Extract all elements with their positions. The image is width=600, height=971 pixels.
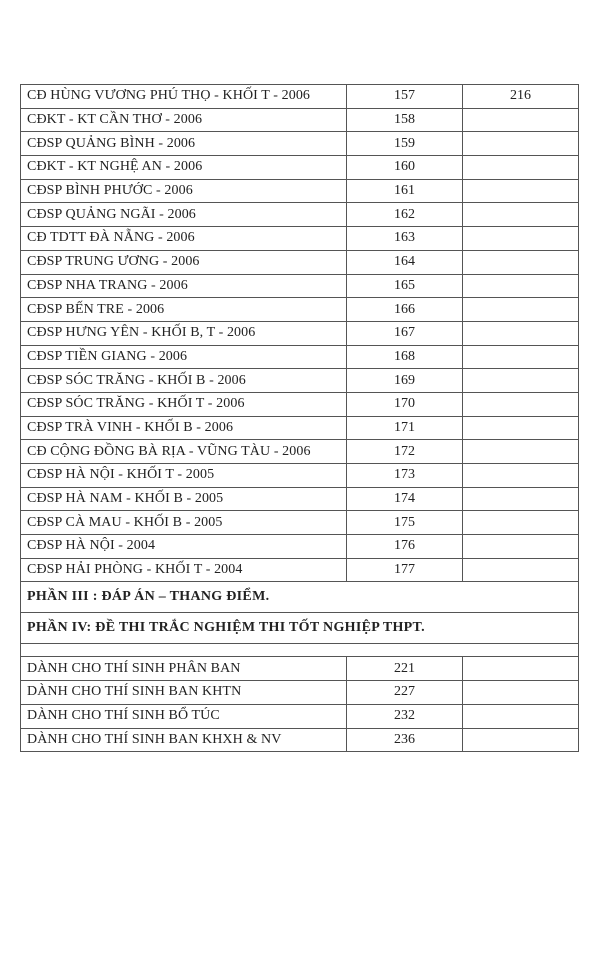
entry-page-number: 174: [347, 487, 463, 511]
entry-title: CĐ TDTT ĐÀ NẴNG - 2006: [21, 227, 347, 251]
entry-answer-page: [463, 250, 579, 274]
entry-answer-page: [463, 728, 579, 752]
entry-page-number: 173: [347, 464, 463, 488]
entry-title: CĐ CỘNG ĐỒNG BÀ RỊA - VŨNG TÀU - 2006: [21, 440, 347, 464]
table-row: [21, 369, 579, 393]
table-row: [21, 728, 579, 752]
entry-title: CĐSP CÀ MAU - KHỐI B - 2005: [21, 511, 347, 535]
entry-page-number: 176: [347, 535, 463, 559]
entry-answer-page: [463, 298, 579, 322]
entry-title: CĐSP BÌNH PHƯỚC - 2006: [21, 179, 347, 203]
entry-title: CĐSP HÀ NỘI - KHỐI T - 2005: [21, 464, 347, 488]
entry-answer-page: [463, 321, 579, 345]
entry-answer-page: [463, 274, 579, 298]
entry-answer-page: [463, 416, 579, 440]
entry-page-number: 221: [347, 657, 463, 681]
entry-answer-page: [463, 511, 579, 535]
entry-title: CĐSP NHA TRANG - 2006: [21, 274, 347, 298]
table-row: [21, 132, 579, 156]
entry-answer-page: [463, 464, 579, 488]
entry-title: DÀNH CHO THÍ SINH PHÂN BAN: [21, 657, 347, 681]
table-row: [21, 345, 579, 369]
table-row: [21, 558, 579, 582]
table-row: [21, 416, 579, 440]
entry-title: CĐSP QUẢNG NGÃI - 2006: [21, 203, 347, 227]
table-row: [21, 108, 579, 132]
entry-title: DÀNH CHO THÍ SINH BỔ TÚC: [21, 704, 347, 728]
table-of-contents: [20, 84, 579, 752]
entry-title: CĐSP QUẢNG BÌNH - 2006: [21, 132, 347, 156]
entry-title: CĐKT - KT NGHỆ AN - 2006: [21, 156, 347, 180]
entry-answer-page: [463, 440, 579, 464]
entry-page-number: 236: [347, 728, 463, 752]
entry-answer-page: [463, 132, 579, 156]
table-row: [21, 250, 579, 274]
entry-title: CĐSP TRUNG ƯƠNG - 2006: [21, 250, 347, 274]
entry-title: CĐSP SÓC TRĂNG - KHỐI T - 2006: [21, 392, 347, 416]
spacer-row: [21, 644, 579, 657]
table-row: [21, 704, 579, 728]
table-row: [21, 203, 579, 227]
table-row: [21, 298, 579, 322]
table-row: [21, 657, 579, 681]
entry-answer-page: [463, 558, 579, 582]
table-row: [21, 487, 579, 511]
entry-page-number: 165: [347, 274, 463, 298]
entry-page-number: 158: [347, 108, 463, 132]
entry-answer-page: 216: [463, 85, 579, 109]
table-row: [21, 321, 579, 345]
entry-page-number: 170: [347, 392, 463, 416]
entry-answer-page: [463, 345, 579, 369]
entry-answer-page: [463, 369, 579, 393]
table-row: [21, 511, 579, 535]
entry-title: CĐSP SÓC TRĂNG - KHỐI B - 2006: [21, 369, 347, 393]
entry-title: CĐSP BẾN TRE - 2006: [21, 298, 347, 322]
table-row: [21, 156, 579, 180]
entry-page-number: 172: [347, 440, 463, 464]
table-row: [21, 681, 579, 705]
entry-answer-page: [463, 108, 579, 132]
spacer-cell: [21, 644, 579, 657]
entry-title: CĐ HÙNG VƯƠNG PHÚ THỌ - KHỐI T - 2006: [21, 85, 347, 109]
entry-page-number: 161: [347, 179, 463, 203]
entry-page-number: 163: [347, 227, 463, 251]
entry-answer-page: [463, 487, 579, 511]
section-row: [21, 582, 579, 613]
table-row: [21, 274, 579, 298]
table-row: [21, 392, 579, 416]
entry-page-number: 227: [347, 681, 463, 705]
entry-title: CĐSP TIỀN GIANG - 2006: [21, 345, 347, 369]
entry-page-number: 160: [347, 156, 463, 180]
entry-page-number: 167: [347, 321, 463, 345]
table-row: [21, 440, 579, 464]
table-row: [21, 179, 579, 203]
entry-page-number: 159: [347, 132, 463, 156]
entry-page-number: 175: [347, 511, 463, 535]
table-row: [21, 464, 579, 488]
section-row: [21, 613, 579, 644]
entry-title: CĐSP HÀ NAM - KHỐI B - 2005: [21, 487, 347, 511]
entry-page-number: 177: [347, 558, 463, 582]
entry-page-number: 168: [347, 345, 463, 369]
entry-page-number: 162: [347, 203, 463, 227]
entry-answer-page: [463, 227, 579, 251]
entry-page-number: 169: [347, 369, 463, 393]
entry-page-number: 171: [347, 416, 463, 440]
entry-page-number: 232: [347, 704, 463, 728]
entry-answer-page: [463, 392, 579, 416]
entry-answer-page: [463, 657, 579, 681]
table-row: [21, 227, 579, 251]
entry-title: CĐSP HƯNG YÊN - KHỐI B, T - 2006: [21, 321, 347, 345]
entry-title: DÀNH CHO THÍ SINH BAN KHTN: [21, 681, 347, 705]
entry-page-number: 164: [347, 250, 463, 274]
entry-page-number: 166: [347, 298, 463, 322]
entry-page-number: 157: [347, 85, 463, 109]
entry-answer-page: [463, 156, 579, 180]
entry-answer-page: [463, 203, 579, 227]
entry-title: CĐSP HÀ NỘI - 2004: [21, 535, 347, 559]
entry-answer-page: [463, 704, 579, 728]
table-row: [21, 535, 579, 559]
entry-title: CĐSP TRÀ VINH - KHỐI B - 2006: [21, 416, 347, 440]
section-heading-part-4: PHẦN IV: ĐỀ THI TRẮC NGHIỆM THI TỐT NGHIỆP THPT.: [21, 613, 579, 644]
entry-answer-page: [463, 535, 579, 559]
entry-title: DÀNH CHO THÍ SINH BAN KHXH & NV: [21, 728, 347, 752]
entry-title: CĐKT - KT CẦN THƠ - 2006: [21, 108, 347, 132]
table-row: [21, 85, 579, 109]
entry-title: CĐSP HẢI PHÒNG - KHỐI T - 2004: [21, 558, 347, 582]
entry-answer-page: [463, 179, 579, 203]
entry-answer-page: [463, 681, 579, 705]
section-heading-part-3: PHẦN III : ĐÁP ÁN – THANG ĐIỂM.: [21, 582, 579, 613]
